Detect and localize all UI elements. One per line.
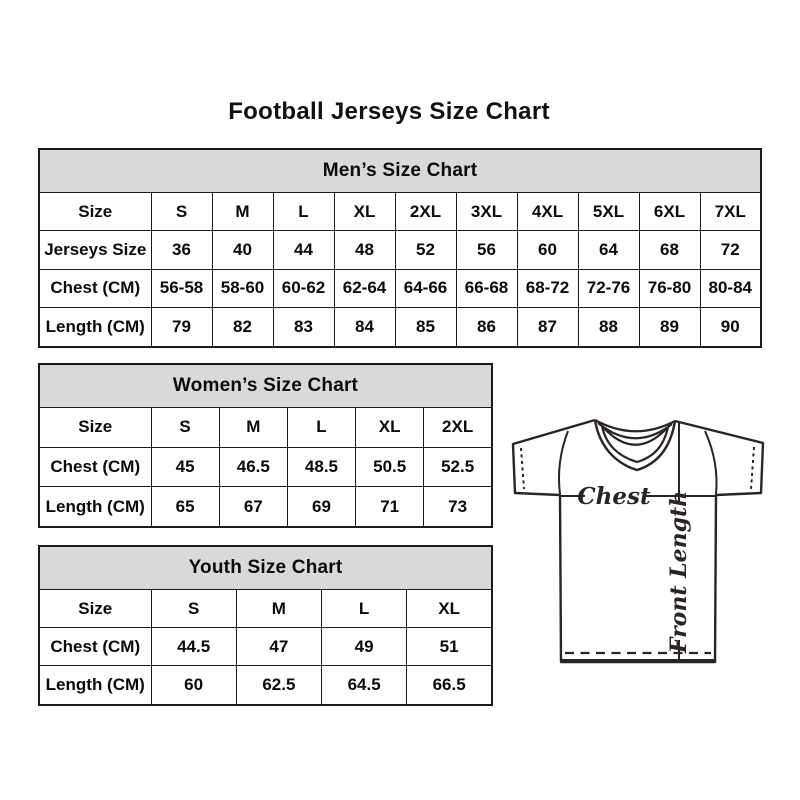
table-cell: 51 bbox=[407, 628, 492, 666]
table-cell: 68-72 bbox=[517, 269, 578, 307]
jersey-left-cuff-stitch bbox=[521, 448, 524, 489]
table-cell: 65 bbox=[151, 487, 219, 527]
table-cell: 48.5 bbox=[287, 447, 355, 487]
table-cell: 80-84 bbox=[700, 269, 761, 307]
column-header: 7XL bbox=[700, 193, 761, 231]
table-cell: 44 bbox=[273, 231, 334, 269]
column-header: M bbox=[212, 193, 273, 231]
column-header: 4XL bbox=[517, 193, 578, 231]
table-row bbox=[39, 193, 761, 231]
table-cell: 69 bbox=[287, 487, 355, 527]
table-cell: 67 bbox=[219, 487, 287, 527]
column-header: S bbox=[151, 590, 236, 628]
row-label: Length (CM) bbox=[39, 308, 151, 347]
table-row bbox=[39, 447, 492, 487]
table-row bbox=[39, 308, 761, 347]
column-header: L bbox=[287, 408, 355, 448]
column-header: M bbox=[219, 408, 287, 448]
table-cell: 44.5 bbox=[151, 628, 236, 666]
table-row bbox=[39, 666, 492, 705]
table-cell: 83 bbox=[273, 308, 334, 347]
table-row bbox=[39, 590, 492, 628]
row-label: Jerseys Size bbox=[39, 231, 151, 269]
table-row bbox=[39, 231, 761, 269]
table-cell: 48 bbox=[334, 231, 395, 269]
table-cell: 64 bbox=[578, 231, 639, 269]
table-cell: 85 bbox=[395, 308, 456, 347]
table-cell: 72-76 bbox=[578, 269, 639, 307]
table-row bbox=[39, 408, 492, 448]
table-cell: 47 bbox=[236, 628, 321, 666]
column-header: L bbox=[273, 193, 334, 231]
table-title: Men’s Size Chart bbox=[39, 149, 761, 193]
table-cell: 45 bbox=[151, 447, 219, 487]
womens-size-table bbox=[38, 363, 493, 528]
column-header: Size bbox=[39, 408, 151, 448]
jersey-right-cuff-stitch bbox=[751, 447, 754, 489]
table-cell: 73 bbox=[424, 487, 492, 527]
table-cell: 36 bbox=[151, 231, 212, 269]
table-cell: 46.5 bbox=[219, 447, 287, 487]
youth-size-table bbox=[38, 545, 493, 706]
row-label: Chest (CM) bbox=[39, 269, 151, 307]
table-cell: 40 bbox=[212, 231, 273, 269]
size-table bbox=[38, 545, 493, 706]
column-header: 3XL bbox=[456, 193, 517, 231]
column-header: XL bbox=[334, 193, 395, 231]
page-title: Football Jerseys Size Chart bbox=[228, 98, 550, 125]
column-header: 5XL bbox=[578, 193, 639, 231]
jersey-left-seam bbox=[559, 431, 568, 494]
row-label: Chest (CM) bbox=[39, 628, 151, 666]
table-cell: 50.5 bbox=[356, 447, 424, 487]
table-cell: 52.5 bbox=[424, 447, 492, 487]
mens-size-table bbox=[38, 148, 762, 348]
table-cell: 64-66 bbox=[395, 269, 456, 307]
column-header: Size bbox=[39, 590, 151, 628]
row-label: Length (CM) bbox=[39, 666, 151, 705]
table-cell: 52 bbox=[395, 231, 456, 269]
table-cell: 60 bbox=[151, 666, 236, 705]
table-cell: 66-68 bbox=[456, 269, 517, 307]
table-title: Youth Size Chart bbox=[39, 546, 492, 590]
chest-label: Chest bbox=[577, 483, 651, 510]
column-header: 6XL bbox=[639, 193, 700, 231]
column-header: S bbox=[151, 193, 212, 231]
table-cell: 62-64 bbox=[334, 269, 395, 307]
table-cell: 84 bbox=[334, 308, 395, 347]
table-cell: 90 bbox=[700, 308, 761, 347]
column-header: 2XL bbox=[395, 193, 456, 231]
table-row bbox=[39, 487, 492, 527]
table-cell: 62.5 bbox=[236, 666, 321, 705]
table-cell: 66.5 bbox=[407, 666, 492, 705]
table-cell: 56 bbox=[456, 231, 517, 269]
table-cell: 72 bbox=[700, 231, 761, 269]
table-cell: 64.5 bbox=[322, 666, 407, 705]
row-label: Length (CM) bbox=[39, 487, 151, 527]
table-cell: 82 bbox=[212, 308, 273, 347]
column-header: Size bbox=[39, 193, 151, 231]
column-header: M bbox=[236, 590, 321, 628]
table-cell: 56-58 bbox=[151, 269, 212, 307]
table-row bbox=[39, 628, 492, 666]
column-header: XL bbox=[407, 590, 492, 628]
column-header: 2XL bbox=[424, 408, 492, 448]
table-cell: 79 bbox=[151, 308, 212, 347]
table-cell: 89 bbox=[639, 308, 700, 347]
column-header: S bbox=[151, 408, 219, 448]
table-cell: 49 bbox=[322, 628, 407, 666]
jersey-measurement-diagram bbox=[498, 400, 778, 670]
table-cell: 68 bbox=[639, 231, 700, 269]
table-cell: 58-60 bbox=[212, 269, 273, 307]
table-cell: 86 bbox=[456, 308, 517, 347]
column-header: L bbox=[322, 590, 407, 628]
jersey-outline-icon bbox=[498, 400, 778, 670]
table-cell: 60-62 bbox=[273, 269, 334, 307]
table-cell: 76-80 bbox=[639, 269, 700, 307]
table-cell: 88 bbox=[578, 308, 639, 347]
table-cell: 71 bbox=[356, 487, 424, 527]
size-table bbox=[38, 363, 493, 528]
size-table bbox=[38, 148, 762, 348]
column-header: XL bbox=[356, 408, 424, 448]
table-row bbox=[39, 269, 761, 307]
table-title: Women’s Size Chart bbox=[39, 364, 492, 408]
table-cell: 60 bbox=[517, 231, 578, 269]
front-length-label: Front Length bbox=[666, 490, 692, 654]
jersey-right-seam bbox=[705, 431, 717, 494]
table-cell: 87 bbox=[517, 308, 578, 347]
row-label: Chest (CM) bbox=[39, 447, 151, 487]
jersey-body-outline bbox=[513, 420, 763, 662]
